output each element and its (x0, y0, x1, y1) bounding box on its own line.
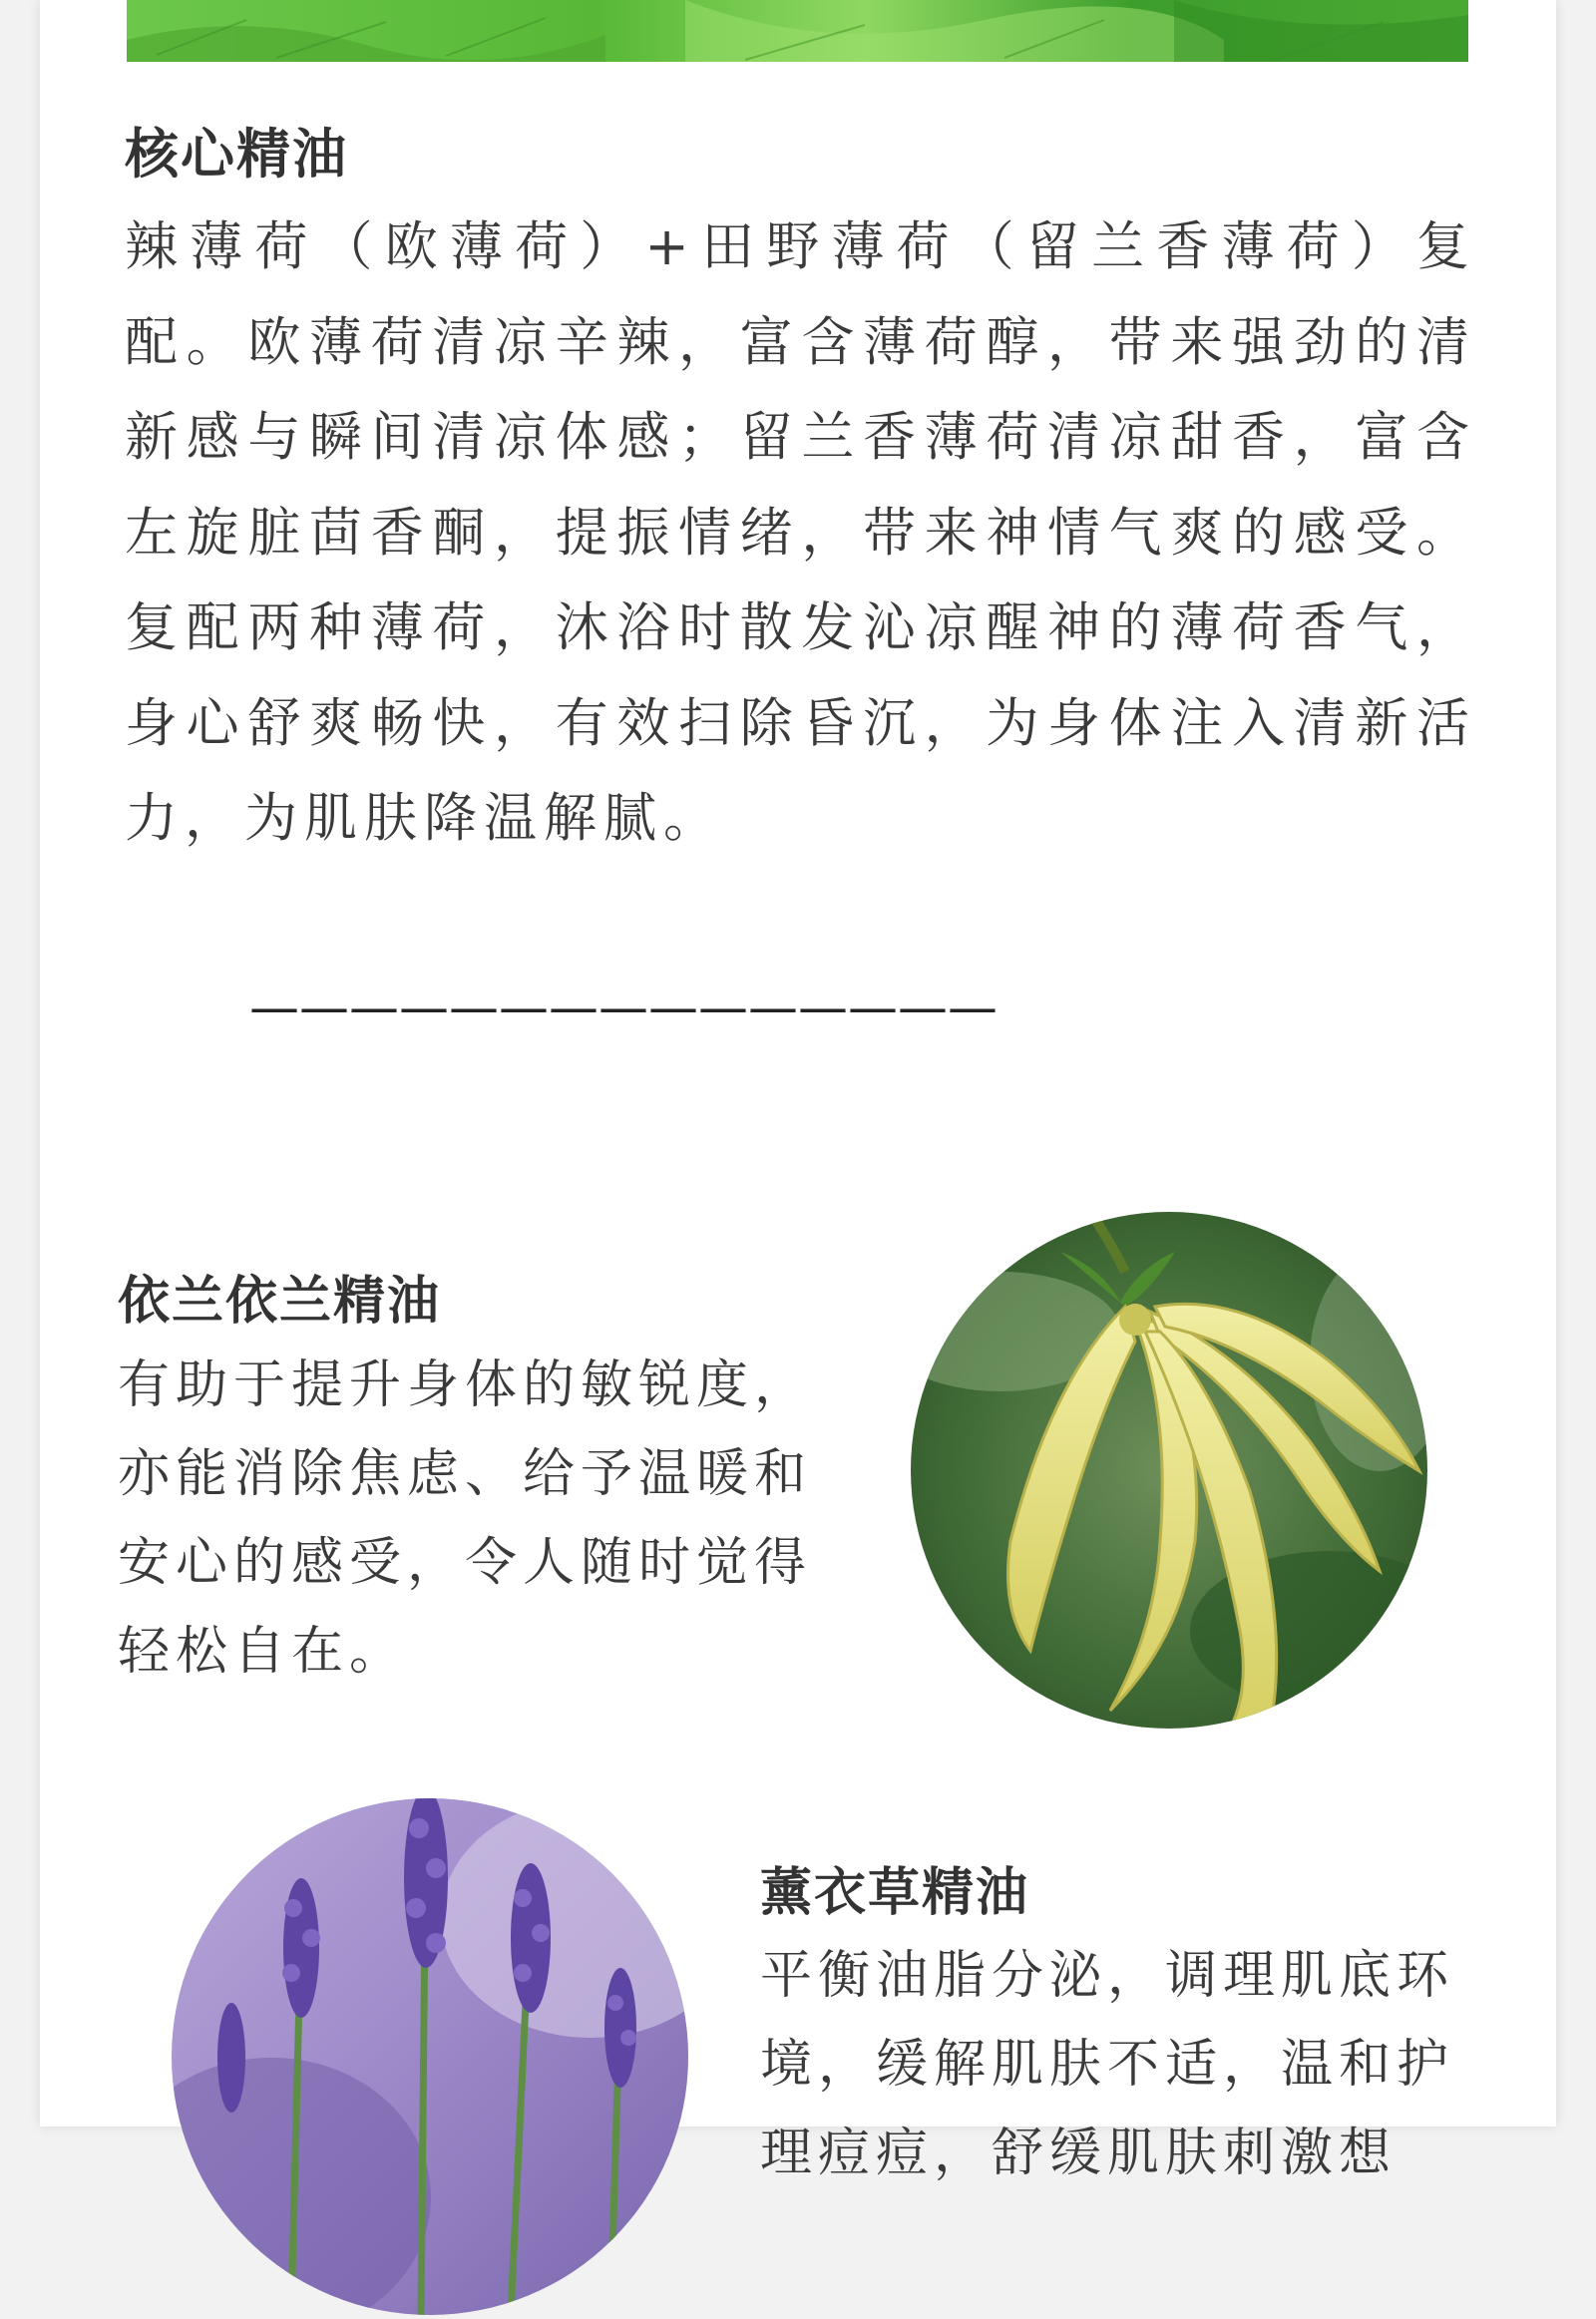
mint-leaf-image (127, 0, 1468, 62)
lavender-oil-description: 平衡油脂分泌，调理肌底环境，缓解肌肤不适，温和护理痘痘，舒缓肌肤刺激想 (760, 1946, 1455, 2183)
product-detail-page (40, 0, 1556, 2183)
core-oil-description: 辣薄荷（欧薄荷）+田野薄荷（留兰香薄荷）复配。欧薄荷清凉辛辣，富含薄荷醇，带来强劲的清新感与瞬间清凉体感；留兰香薄荷清凉甜香，富含左旋脏茴香酮，提振情绪，带来神情气爽的感受。复配两种薄荷，沐浴时散发沁凉醒神的薄荷香气，身心舒爽畅快，有效扫除昏沉，为身体注入清新活力，为肌肤降温解腻。 (125, 216, 1476, 849)
core-oil-title: 核心精油 (125, 123, 348, 186)
lavender-flower-image (172, 1798, 688, 2315)
ylang-oil-description: 有助于提升身体的敏锐度，亦能消除焦虑、给予温暖和安心的感受，令人随时觉得轻松自在。 (118, 1355, 813, 1682)
section-divider: ——————————————— (249, 978, 998, 1036)
ylang-oil-title: 依兰依兰精油 (118, 1272, 442, 1332)
lavender-oil-title: 薰衣草精油 (760, 1863, 1030, 1923)
ylang-flower-image (911, 1212, 1427, 1729)
